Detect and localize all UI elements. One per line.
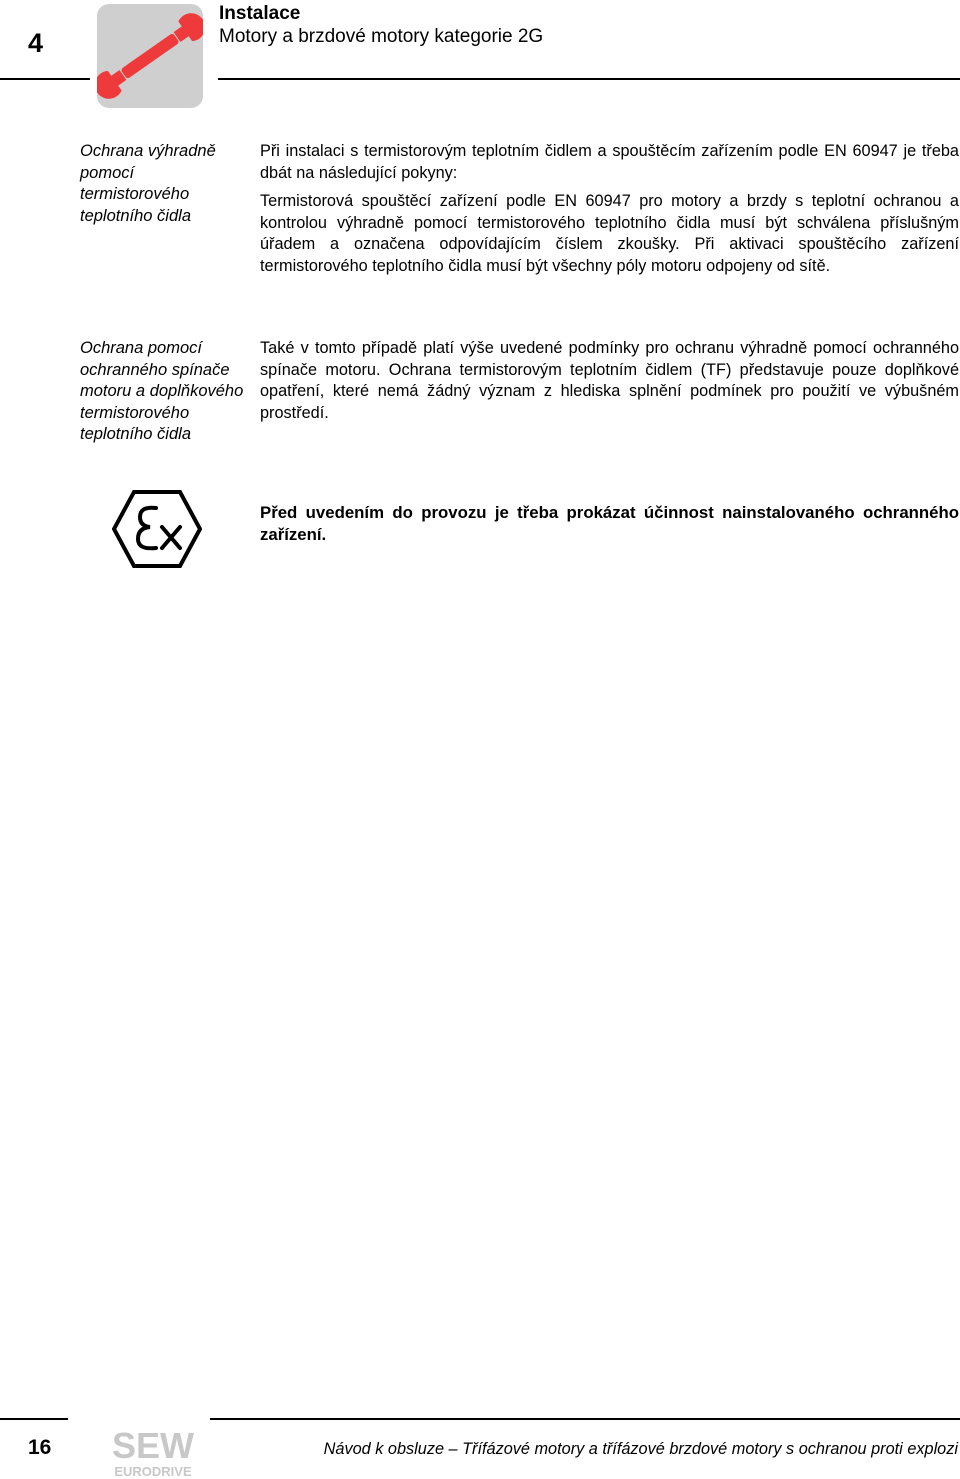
brand-top: SEW xyxy=(111,1426,195,1466)
wrench-icon xyxy=(97,4,203,108)
chapter-rule xyxy=(0,78,90,80)
sew-eurodrive-logo xyxy=(98,1426,208,1478)
chapter-number: 4 xyxy=(28,28,44,58)
wrench-logo-box xyxy=(97,4,203,108)
footer-document-title: Návod k obsluze – Třífázové motory a třífázové brzdové motory s ochranou proti explozi xyxy=(323,1440,958,1458)
section-subtitle: Motory a brzdové motory kategorie 2G xyxy=(219,26,544,47)
ex-notice-text: Před uvedením do provozu je třeba prokázat účinnost nainstalovaného ochranného zařízení. xyxy=(260,503,959,544)
page-number: 16 xyxy=(28,1436,52,1459)
ex-explosion-protection-icon xyxy=(112,490,202,568)
brand-bottom: EURODRIVE xyxy=(114,1464,192,1478)
paragraph-additional-measure: Také v tomto případě platí výše uvedené podmínky pro ochranu výhradně pomocí ochranného spínače motoru. Ochrana termistorovým teplotním čidlem (TF) představuje pouze doplňkové opatření, které nemá žádný význam z hlediska splnění podmínek pro použití ve výbušném prostředí. xyxy=(260,339,959,423)
section-title: Instalace xyxy=(219,3,301,24)
side-label-thermistor-only: Ochrana výhradně pomocí termistorového teplotního čidla xyxy=(80,142,216,225)
header-rule xyxy=(218,78,960,80)
paragraph-requirements: Termistorová spouštěcí zařízení podle EN 60947 pro motory a brzdy s teplotní ochranou a kontrolou výhradně pomocí termistorového teplotního čidla musí být schválena příslušným úřadem a označena odpovídajícím číslem zkoušky. Při aktivaci spouštěcího zařízení termistorového teplotního čidla musí být všechny póly motoru odpojeny od sítě. xyxy=(260,192,959,276)
paragraph-intro: Při instalaci s termistorovým teplotním čidlem a spouštěcím zařízením podle EN 60947 je třeba dbát na následující pokyny: xyxy=(260,142,959,182)
footer-rule-left xyxy=(0,1418,68,1420)
footer-rule-right xyxy=(210,1418,960,1420)
side-label-motor-switch-and-thermistor: Ochrana pomocí ochranného spínače motoru a doplňkového termistorového teplotního čidla xyxy=(80,339,244,444)
